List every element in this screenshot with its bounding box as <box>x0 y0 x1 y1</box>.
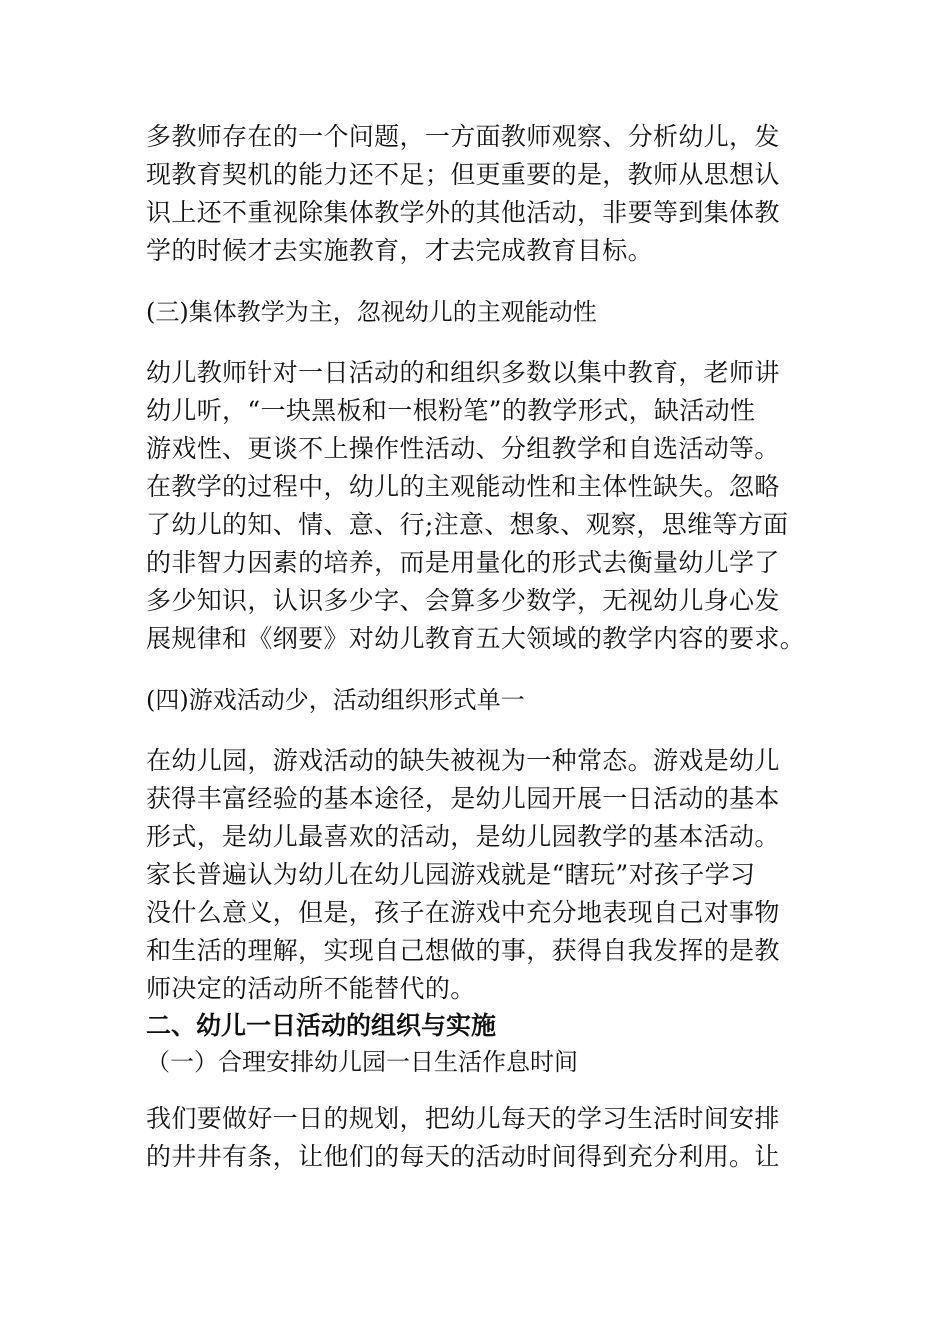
text-line: 现教育契机的能力还不足；但更重要的是，教师从思想认 <box>146 160 780 189</box>
text-line: 没什么意义，但是，孩子在游戏中充分地表现自己对事物 <box>146 898 780 927</box>
subheading-one: （一）合理安排幼儿园一日生活作息时间 <box>146 1048 578 1076</box>
text-line: 和生活的理解，实现自己想做的事，获得自我发挥的是教 <box>146 936 780 965</box>
text-line: 多教师存在的一个问题，一方面教师观察、分析幼儿，发 <box>146 122 780 151</box>
paragraph-schedule <box>146 1100 808 1176</box>
paragraph-game-activity <box>146 742 808 1008</box>
text-line: 师决定的活动所不能替代的。 <box>146 974 476 1003</box>
text-line: 形式，是幼儿最喜欢的活动，是幼儿园教学的基本活动。 <box>146 822 780 851</box>
text-line: 的井井有条，让他们的每天的活动时间得到充分利用。让 <box>146 1142 780 1171</box>
paragraph-collective-teaching <box>146 354 808 658</box>
paragraph-teacher-problem <box>146 118 808 270</box>
text-line: 了幼儿的知、情、意、行;注意、想象、观察，思维等方面 <box>146 510 789 539</box>
text-line: 识上还不重视除集体教学外的其他活动，非要等到集体教 <box>146 198 780 227</box>
text-line: 获得丰富经验的基本途径，是幼儿园开展一日活动的基本 <box>146 784 780 813</box>
text-line: 幼儿听，“一块黑板和一根粉笔”的教学形式，缺活动性 <box>146 396 756 425</box>
text-line: 在幼儿园，游戏活动的缺失被视为一种常态。游戏是幼儿 <box>146 746 780 775</box>
section-heading-two: 二、幼儿一日活动的组织与实施 <box>146 1011 497 1040</box>
text-line: 学的时候才去实施教育，才去完成教育目标。 <box>146 236 654 265</box>
document-page <box>146 118 808 1176</box>
text-line: 游戏性、更谈不上操作性活动、分组教学和自选活动等。 <box>146 434 780 463</box>
text-line: 多少知识，认识多少字、会算多少数学，无视幼儿身心发 <box>146 586 780 615</box>
text-line: 的非智力因素的培养，而是用量化的形式去衡量幼儿学了 <box>146 548 780 577</box>
text-line: 展规律和《纲要》对幼儿教育五大领域的教学内容的要求。 <box>146 624 806 653</box>
text-line: 幼儿教师针对一日活动的和组织多数以集中教育，老师讲 <box>146 358 780 387</box>
subheading-four: (四)游戏活动少，活动组织形式单一 <box>146 686 525 714</box>
text-line: 家长普遍认为幼儿在幼儿园游戏就是“瞎玩”对孩子学习 <box>146 860 756 889</box>
subheading-three: (三)集体教学为主，忽视幼儿的主观能动性 <box>146 298 597 326</box>
text-line: 我们要做好一日的规划，把幼儿每天的学习生活时间安排 <box>146 1104 780 1133</box>
text-line: 在教学的过程中，幼儿的主观能动性和主体性缺失。忽略 <box>146 472 780 501</box>
